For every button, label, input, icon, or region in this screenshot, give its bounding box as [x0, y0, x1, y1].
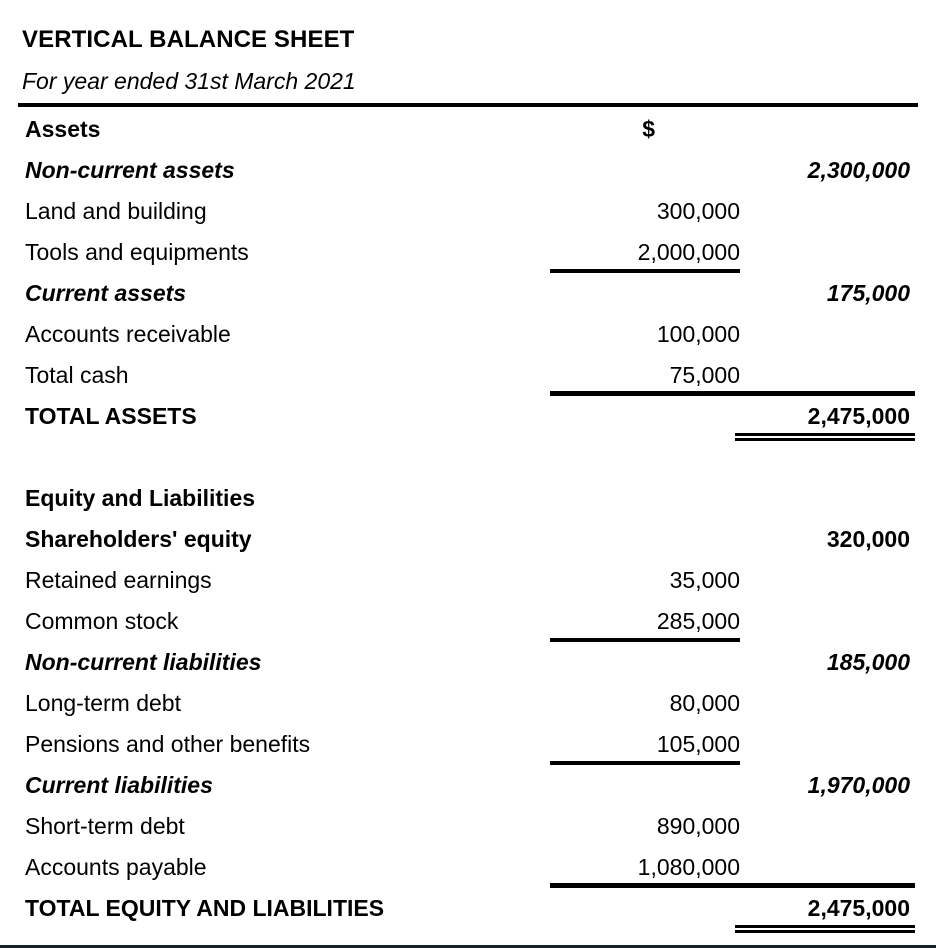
row-label: Accounts payable	[25, 854, 207, 880]
row-amount-total	[610, 601, 910, 642]
table-row	[0, 478, 936, 519]
row-amount-detail: 285,000	[656, 608, 740, 634]
row-amount-total: 2,475,000	[807, 403, 910, 429]
row-amount-detail: 1,080,000	[637, 854, 740, 880]
row-amount-total	[610, 683, 910, 724]
row-amount-detail: 35,000	[669, 567, 740, 593]
row-amount-detail: 300,000	[656, 198, 740, 224]
row-amount-total: 2,475,000	[807, 895, 910, 921]
table-row	[0, 355, 936, 396]
row-amount-detail: 2,000,000	[637, 239, 740, 265]
row-amount-total	[610, 437, 910, 478]
table-row	[0, 601, 936, 642]
row-label: Total cash	[25, 362, 129, 388]
row-label: TOTAL ASSETS	[25, 403, 197, 429]
row-amount-total	[610, 191, 910, 232]
row-amount-total	[610, 478, 910, 519]
table-row	[0, 560, 936, 601]
table-row	[0, 396, 936, 437]
row-amount-total: 2,300,000	[807, 157, 910, 183]
row-amount-total: 185,000	[826, 649, 910, 675]
grand-total-double-rule	[735, 925, 915, 933]
table-row	[0, 437, 936, 478]
row-label: Short-term debt	[25, 813, 185, 839]
table-row	[0, 765, 936, 806]
row-amount-detail: 80,000	[669, 690, 740, 716]
row-label: Tools and equipments	[25, 239, 249, 265]
header-divider	[18, 103, 918, 107]
row-label: Current assets	[25, 280, 187, 306]
table-row	[0, 314, 936, 355]
row-amount-total	[610, 109, 910, 150]
row-amount-detail: 75,000	[669, 362, 740, 388]
row-amount-total	[610, 232, 910, 273]
table-row	[0, 642, 936, 683]
table-row	[0, 888, 936, 929]
table-row	[0, 191, 936, 232]
row-amount-detail: 105,000	[656, 731, 740, 757]
row-amount-total	[610, 355, 910, 396]
table-row	[0, 150, 936, 191]
table-row	[0, 724, 936, 765]
row-label: Current liabilities	[25, 772, 213, 798]
table-row	[0, 806, 936, 847]
row-label: Long-term debt	[25, 690, 181, 716]
row-amount-total	[610, 314, 910, 355]
table-row	[0, 519, 936, 560]
table-row	[0, 847, 936, 888]
row-amount-total	[610, 806, 910, 847]
row-amount-total	[610, 724, 910, 765]
row-amount-total	[610, 847, 910, 888]
table-row	[0, 109, 936, 150]
row-label: Non-current liabilities	[25, 649, 262, 675]
row-label: Shareholders' equity	[25, 526, 252, 552]
table-row	[0, 683, 936, 724]
row-amount-detail: 100,000	[656, 321, 740, 347]
row-amount-total: 320,000	[826, 526, 910, 552]
currency-symbol: $	[642, 116, 655, 142]
row-amount-detail: 890,000	[656, 813, 740, 839]
row-amount-total	[610, 560, 910, 601]
row-label: Assets	[25, 116, 101, 142]
row-label: Retained earnings	[25, 567, 212, 593]
row-label: Non-current assets	[25, 157, 235, 183]
row-label: Common stock	[25, 608, 179, 634]
table-row	[0, 273, 936, 314]
page-subtitle: For year ended 31st March 2021	[22, 68, 356, 94]
row-amount-total: 1,970,000	[807, 772, 910, 798]
row-label: TOTAL EQUITY AND LIABILITIES	[25, 895, 385, 921]
row-label: Pensions and other benefits	[25, 731, 311, 757]
balance-sheet-rows	[0, 109, 936, 929]
row-label: Accounts receivable	[25, 321, 231, 347]
table-row	[0, 232, 936, 273]
page-title: VERTICAL BALANCE SHEET	[22, 26, 355, 53]
row-label: Land and building	[25, 198, 207, 224]
row-amount-total: 175,000	[826, 280, 910, 306]
row-label: Equity and Liabilities	[25, 485, 256, 511]
